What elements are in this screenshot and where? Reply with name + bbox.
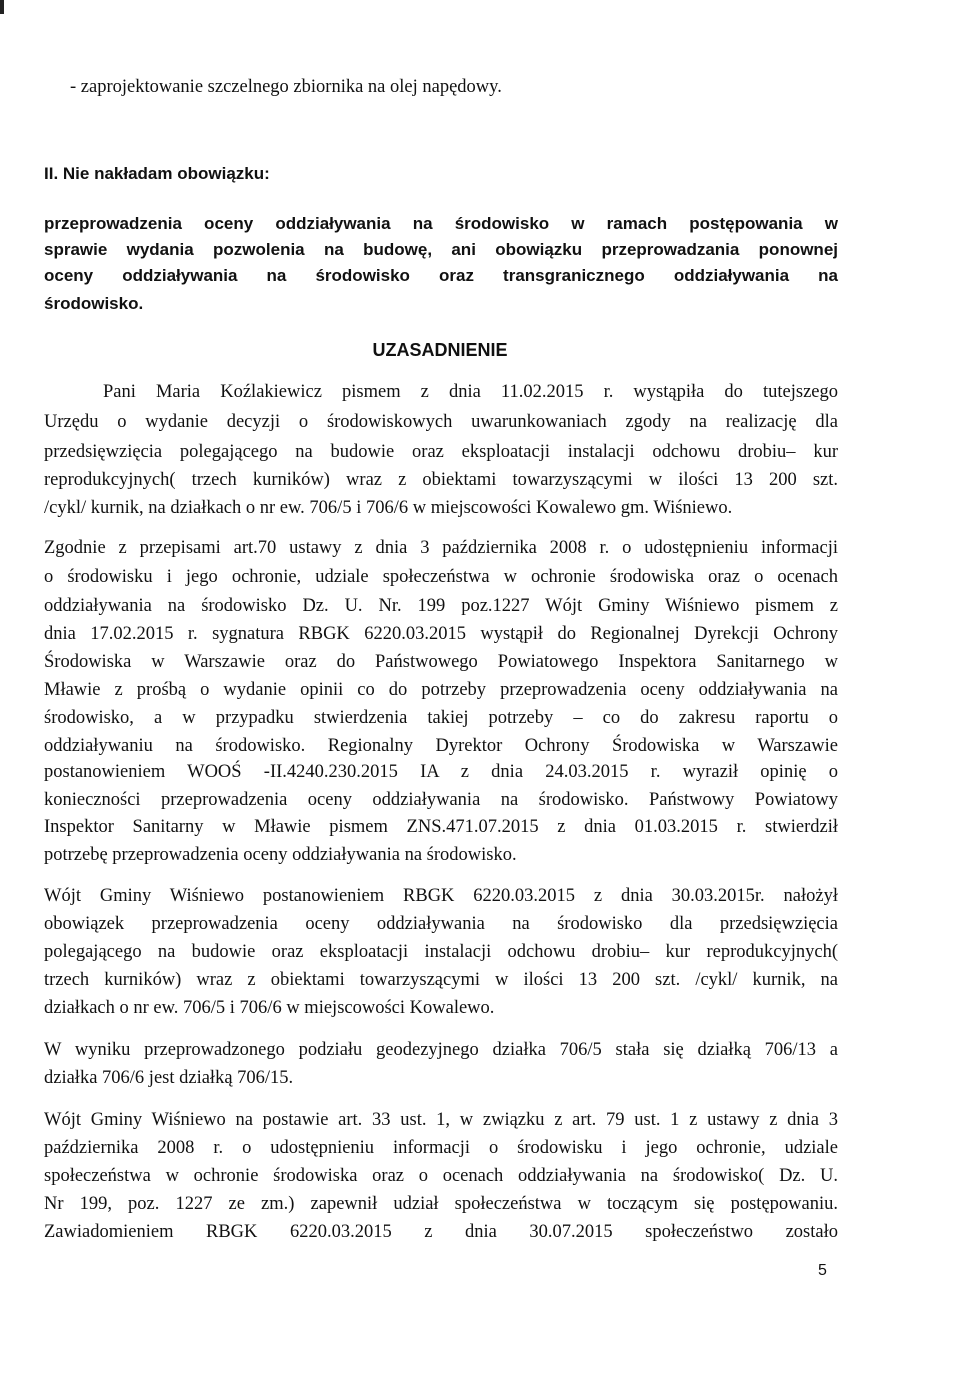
text-line: Zawiadomieniem RBGK 6220.03.2015 z dnia 30.07.2015 społeczeństwo zostało — [44, 1222, 838, 1242]
text-line: potrzebę przeprowadzenia oceny oddziaływania na środowisko. — [44, 845, 517, 865]
text-line: reprodukcyjnych( trzech kurników) wraz z obiektami towarzyszącymi w ilości 13 200 szt. — [44, 470, 838, 490]
text-line: Wójt Gminy Wiśniewo postanowieniem RBGK 6220.03.2015 z dnia 30.03.2015r. nałożył — [44, 886, 838, 906]
text-line: oddziaływania na środowisko Dz. U. Nr. 199 poz.1227 Wójt Gminy Wiśniewo pismem z — [44, 596, 838, 616]
text-line: środowisko, a w przypadku stwierdzenia takiej potrzeby – co do zakresu raportu o — [44, 708, 838, 728]
text-line: Zgodnie z przepisami art.70 ustawy z dnia 3 października 2008 r. o udostępnieniu informacji — [44, 538, 838, 558]
scan-edge-mark — [0, 0, 4, 14]
text-line: polegającego na budowie oraz eksploatacji instalacji odchowu drobiu– kur reprodukcyjnych( — [44, 942, 838, 962]
text-line: konieczności przeprowadzenia oceny oddziaływania na środowisko. Państwowy Powiatowy — [44, 790, 838, 810]
section-title: UZASADNIENIE — [372, 340, 508, 360]
page-number: 5 — [818, 1262, 827, 1279]
text-line: oceny oddziaływania na środowisko oraz transgranicznego oddziaływania na — [44, 266, 838, 285]
text-line: przedsięwzięcia polegającego na budowie oraz eksploatacji instalacji odchowu drobiu– kur — [44, 442, 838, 462]
text-line: /cykl/ kurnik, na działkach o nr ew. 706/5 i 706/6 w miejscowości Kowalewo gm. Wiśniewo. — [44, 498, 733, 518]
section-heading: II. Nie nakładam obowiązku: — [44, 164, 270, 183]
text-line: działkach o nr ew. 706/5 i 706/6 w miejscowości Kowalewo. — [44, 998, 495, 1018]
text-line: oddziaływaniu na środowisko. Regionalny Dyrektor Ochrony Środowiska w Warszawie — [44, 736, 838, 756]
text-line: trzech kurników) wraz z obiektami towarzyszącymi w ilości 13 200 szt. /cykl/ kurnik, na — [44, 970, 838, 990]
text-line: dnia 17.02.2015 r. sygnatura RBGK 6220.03.2015 wystąpił do Regionalnej Dyrekcji Ochrony — [44, 624, 838, 644]
text-line: Pani Maria Koźlakiewicz pismem z dnia 11.02.2015 r. wystąpiła do tutejszego — [103, 382, 838, 402]
text-line: działka 706/6 jest działką 706/15. — [44, 1068, 294, 1088]
text-line: przeprowadzenia oceny oddziaływania na środowisko w ramach postępowania w — [44, 214, 838, 233]
text-line: społeczeństwa w ochronie środowiska oraz o ocenach oddziaływania na środowisko( Dz. U. — [44, 1166, 838, 1186]
text-line: Nr 199, poz. 1227 ze zm.) zapewnił udział społeczeństwa w toczącym się postępowaniu. — [44, 1194, 838, 1214]
text-line: Inspektor Sanitarny w Mławie pismem ZNS.471.07.2015 z dnia 01.03.2015 r. stwierdził — [44, 817, 838, 837]
text-line: sprawie wydania pozwolenia na budowę, ani obowiązku przeprowadzania ponownej — [44, 240, 838, 259]
text-line: postanowieniem WOOŚ -II.4240.230.2015 IA z dnia 24.03.2015 r. wyraził opinię o — [44, 762, 838, 782]
text-line: Urzędu o wydanie decyzji o środowiskowych uwarunkowaniach zgody na realizację dla — [44, 412, 838, 432]
text-line: W wyniku przeprowadzonego podziału geodezyjnego działka 706/5 stała się działką 706/13 a — [44, 1040, 838, 1060]
text-line: - zaprojektowanie szczelnego zbiornika na olej napędowy. — [70, 77, 502, 97]
text-line: obowiązek przeprowadzenia oceny oddziaływania na środowisko dla przedsięwzięcia — [44, 914, 838, 934]
text-line: o środowisku i jego ochronie, udziale społeczeństwa w ochronie środowiska oraz o ocenach — [44, 567, 838, 587]
text-line: Wójt Gminy Wiśniewo na postawie art. 33 ust. 1, w związku z art. 79 ust. 1 z ustawy z dnia 3 — [44, 1110, 838, 1130]
text-line: Środowiska w Warszawie oraz do Państwowego Powiatowego Inspektora Sanitarnego w — [44, 652, 838, 672]
text-line: października 2008 r. o udostępnieniu informacji o środowisku i jego ochronie, udziale — [44, 1138, 838, 1158]
text-line: środowisko. — [44, 294, 144, 313]
text-line: Mławie z prośbą o wydanie opinii co do potrzeby przeprowadzenia oceny oddziaływania na — [44, 680, 838, 700]
